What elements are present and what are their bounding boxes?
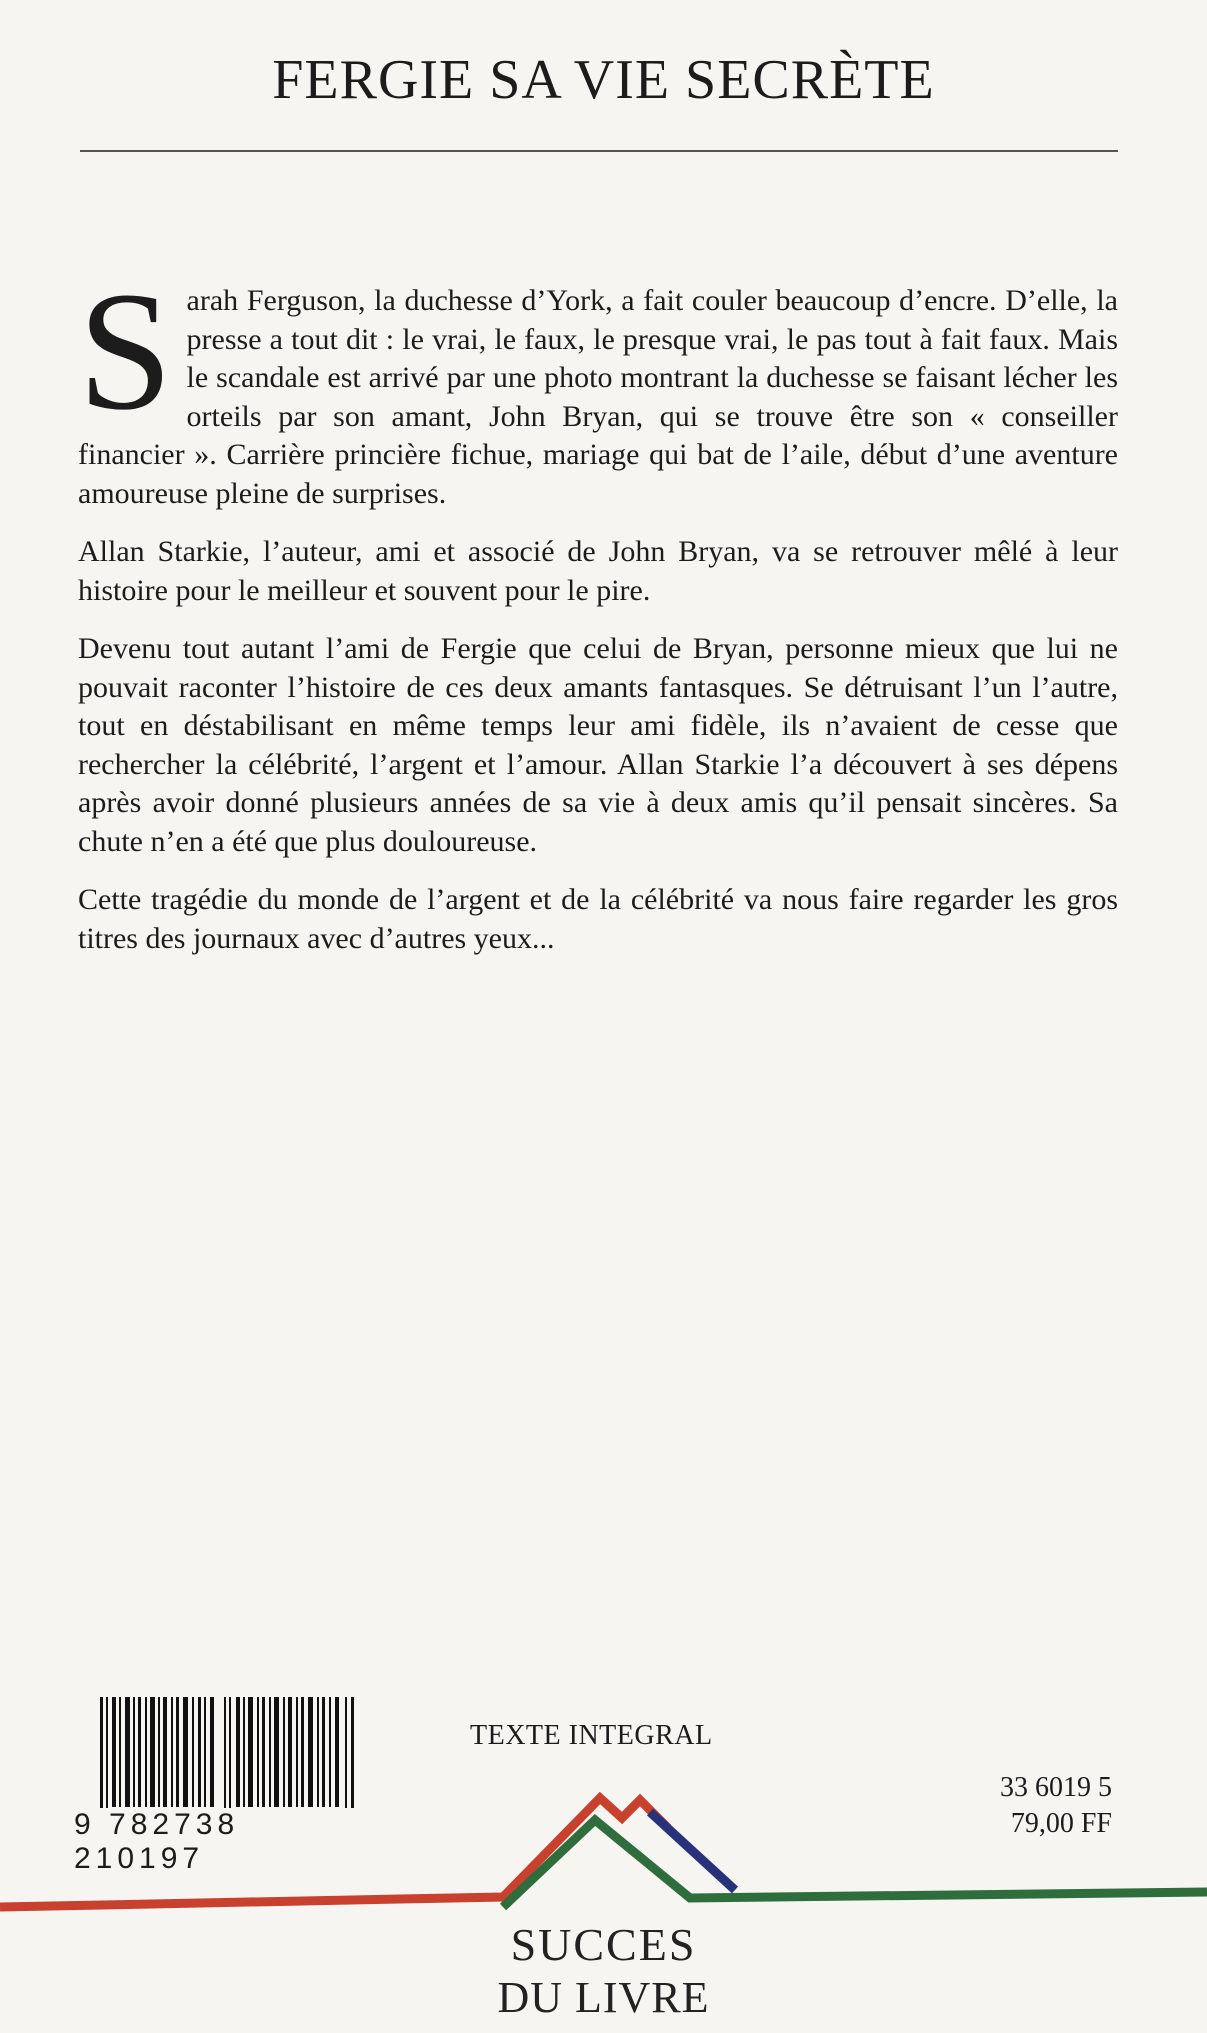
drop-cap: S [78,257,173,445]
publisher-logo-lines [0,1780,1207,1930]
paragraph-2: Allan Starkie, l’auteur, ami et associé de John Bryan, va se retrouver mêlé à leur histoire pour le meilleur et souvent pour le pire. [78,535,1118,607]
publisher-name-line1: SUCCES [510,1919,697,1970]
publisher-name-line2: DU LIVRE [497,1973,710,2022]
title-rule [80,150,1118,152]
paragraph-4: Cette tragédie du monde de l’argent et de la célébrité va nous faire regarder les gros titres des journaux avec d’autres yeux... [78,883,1118,955]
book-title: FERGIE SA VIE SECRÈTE [272,49,935,111]
product-code: 33 6019 5 [1000,1772,1112,1803]
back-cover-text [78,257,1118,978]
paragraph-3: Devenu tout autant l’ami de Fergie que celui de Bryan, personne mieux que lui ne pouvait raconter l’histoire de ces deux amants fantasques. Se détruisant l’un l’autre, tout en déstabilisant en même temps leur ami fidèle, ils n’avaient de cesse que rechercher la célébrité, l’argent et l’amour. Allan Starkie l’a découvert à ses dépens après avoir donné plusieurs années de sa vie à deux amis qu’il pensait sincères. Sa chute n’en a été que plus douloureuse. [78,632,1118,858]
paragraph-1-text: arah Ferguson, la duchesse d’York, a fait couler beaucoup d’encre. D’elle, la presse a tout dit : le vrai, le faux, le presque vrai, le pas tout à fait faux. Mais le scandale est arrivé par une photo montrant la duchesse se faisant lécher les orteils par son amant, John Bryan, qui se trouve être son « conseiller financier ». Carrière princière fichue, mariage qui bat de l’aile, début d’une aventure amoureuse pleine de surprises. [78,284,1118,510]
red-line [0,1798,668,1907]
green-line [503,1820,1207,1907]
paragraph-1 [78,257,1118,513]
barcode-digits: 9 782738 210197 [74,1808,374,1876]
full-text-label: TEXTE INTEGRAL [470,1720,713,1751]
price: 79,00 FF [1010,1808,1112,1839]
